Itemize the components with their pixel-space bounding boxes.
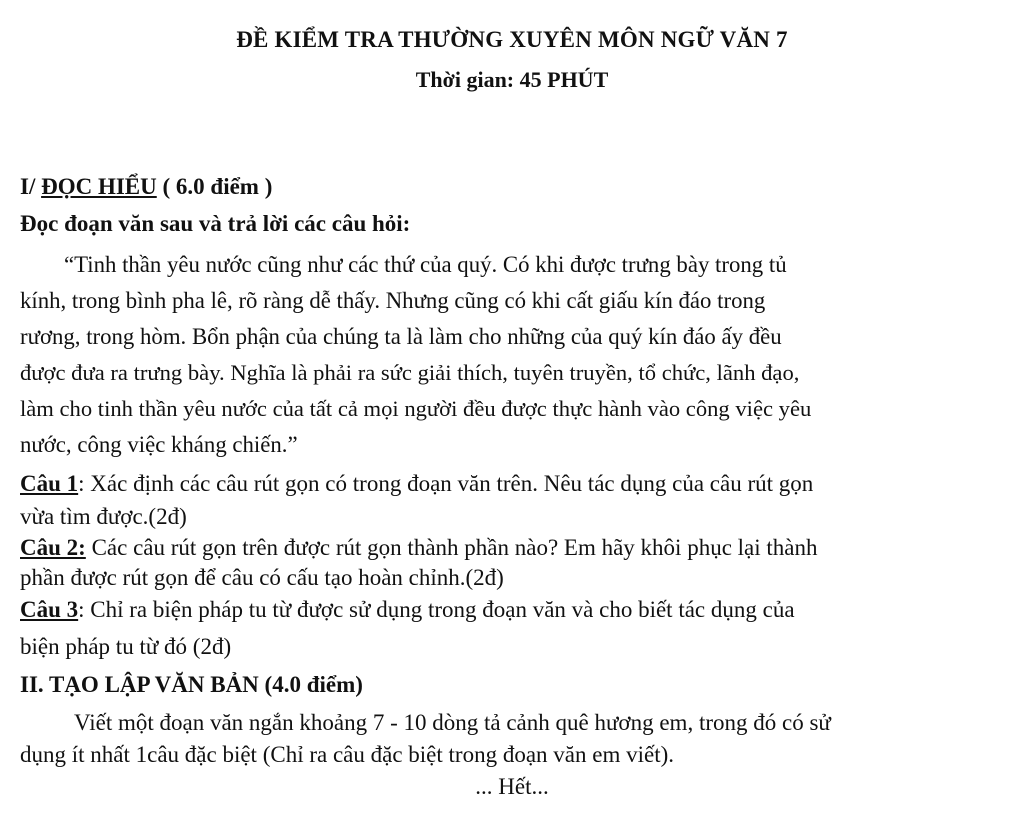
passage-line: kính, trong bình pha lê, rõ ràng dễ thấy. Nhưng cũng có khi cất giấu kín đáo trong	[20, 288, 766, 313]
question-3-label: Câu 3	[20, 597, 79, 622]
writing-task-line: dụng ít nhất 1câu đặc biệt (Chỉ ra câu đặc biệt trong đoạn văn em viết).	[20, 742, 674, 767]
section1-prefix: I/	[20, 174, 42, 199]
section1-score: ( 6.0 điểm )	[156, 174, 273, 199]
writing-task-line: Viết một đoạn văn ngắn khoảng 7 - 10 dòng tả cảnh quê hương em, trong đó có sử	[74, 710, 831, 735]
question-1	[20, 469, 813, 499]
passage-line: được đưa ra trưng bày. Nghĩa là phải ra sức giải thích, tuyên truyền, tổ chức, lãnh đạo,	[20, 360, 800, 385]
question-3-cont: biện pháp tu từ đó (2đ)	[20, 634, 232, 659]
question-2	[20, 533, 818, 563]
passage-line: làm cho tinh thần yêu nước của tất cả mọi người đều được thực hành vào công việc yêu	[20, 396, 812, 421]
section1-title: ĐỌC HIỂU	[41, 174, 157, 199]
question-2-label: Câu 2:	[20, 535, 86, 560]
question-1-cont: vừa tìm được.(2đ)	[20, 504, 187, 529]
exam-time: Thời gian: 45 PHÚT	[415, 67, 609, 92]
reading-instruction: Đọc đoạn văn sau và trả lời các câu hỏi:	[20, 211, 411, 236]
question-1-text: Xác định các câu rút gọn có trong đoạn văn trên. Nêu tác dụng của câu rút gọn	[84, 471, 814, 496]
section2-heading: II. TẠO LẬP VĂN BẢN (4.0 điểm)	[20, 672, 363, 697]
question-3	[20, 595, 795, 625]
question-1-sep: :	[78, 471, 85, 496]
passage-line: nước, công việc kháng chiến.”	[20, 432, 298, 457]
question-3-sep: :	[78, 597, 85, 622]
question-2-cont: phần được rút gọn để câu có cấu tạo hoàn chỉnh.(2đ)	[20, 565, 504, 590]
end-marker: ... Hết...	[475, 774, 549, 799]
passage-line: “Tinh thần yêu nước cũng như các thứ của quý. Có khi được trưng bày trong tủ	[64, 252, 787, 277]
passage-line: rương, trong hòm. Bổn phận của chúng ta là làm cho những của quý kín đáo ấy đều	[20, 324, 782, 349]
section1-heading	[20, 172, 272, 202]
question-2-text: Các câu rút gọn trên được rút gọn thành phần nào? Em hãy khôi phục lại thành	[85, 535, 818, 560]
question-3-text: Chỉ ra biện pháp tu từ được sử dụng trong đoạn văn và cho biết tác dụng của	[84, 597, 795, 622]
exam-title: ĐỀ KIỂM TRA THƯỜNG XUYÊN MÔN NGỮ VĂN 7	[236, 27, 788, 52]
question-1-label: Câu 1	[20, 471, 79, 496]
